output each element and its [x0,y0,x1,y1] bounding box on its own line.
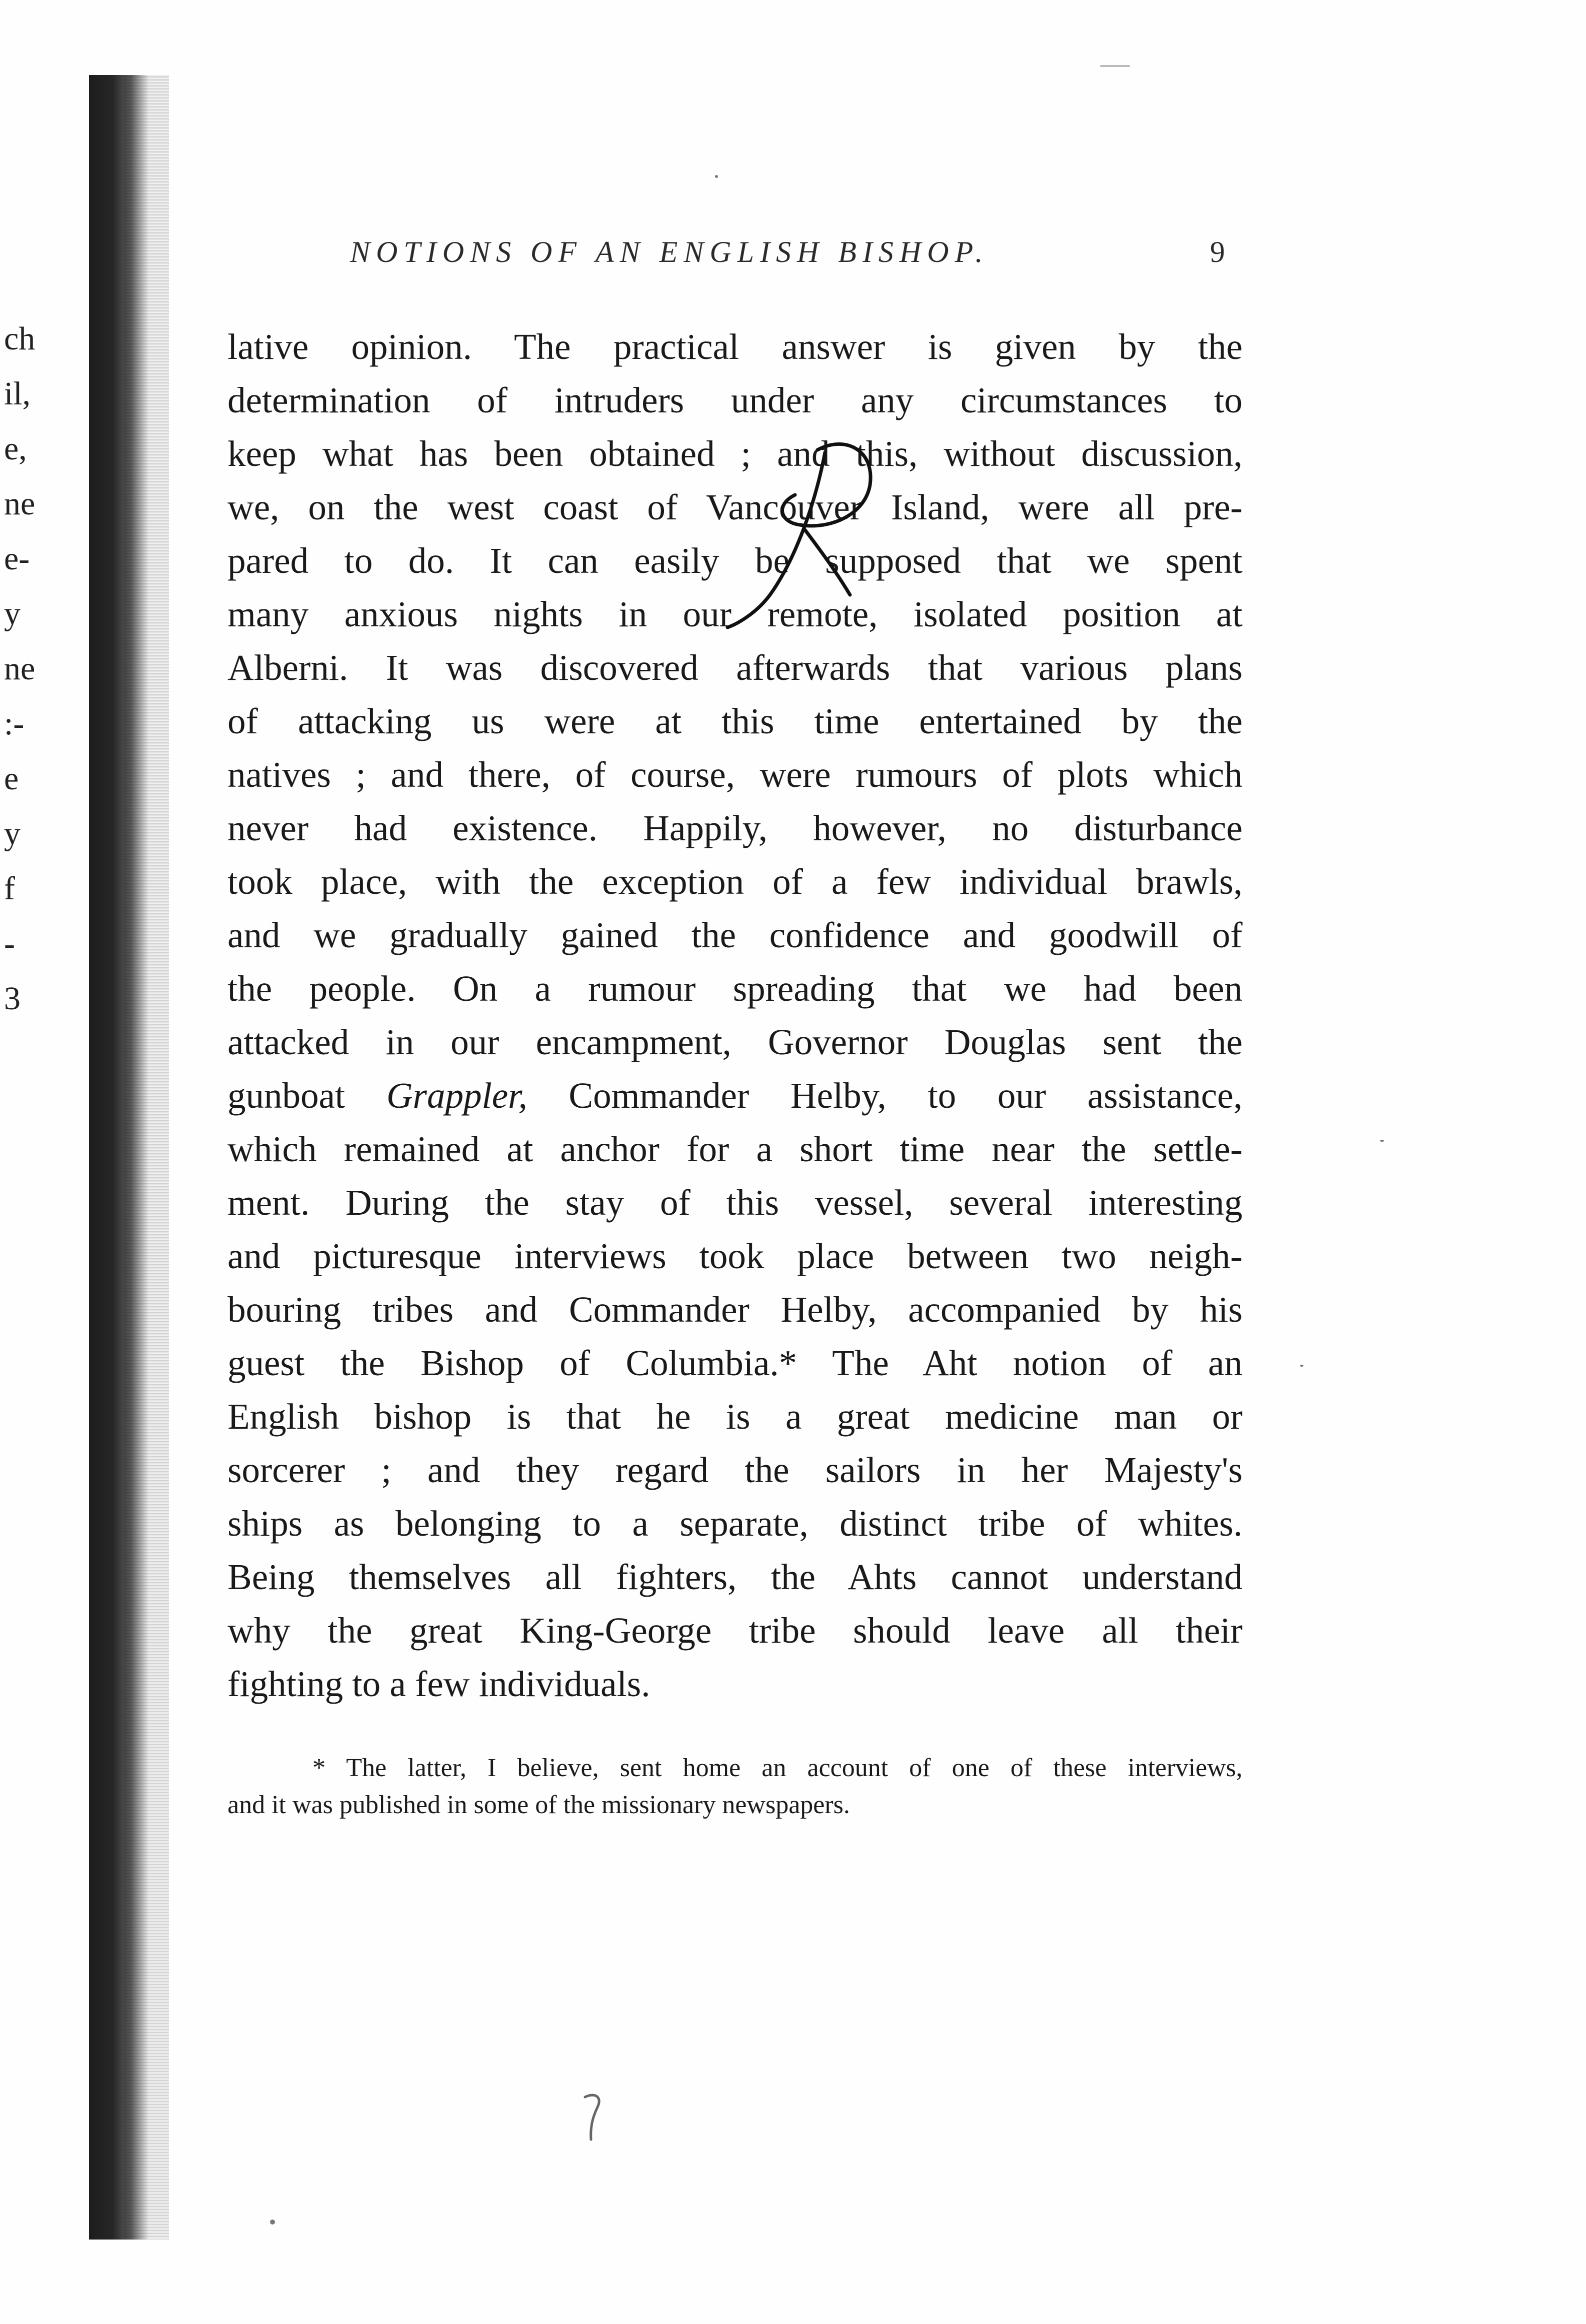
text-line: lative opinion. The practical answer is given by the [228,326,1242,367]
paper-speck [715,175,718,178]
margin-fragment: - [4,925,15,962]
text-line: we, on the west coast of Vancouver Island, were all pre- [228,487,1242,527]
text-line: sorcerer ; and they regard the sailors in her Majesty's [228,1450,1242,1490]
margin-fragment: y [4,595,20,632]
text-run: Commander Helby, to our assistance, [527,1075,1242,1116]
text-line: Being themselves all fighters, the Ahts cannot understand [228,1557,1242,1597]
ship-name: Grappler, [386,1075,528,1116]
page-number: 9 [1210,235,1225,268]
text-line: Alberni. It was discovered afterwards that various plans [228,647,1242,688]
margin-fragment: e- [4,540,30,577]
footnote-line: * The latter, I believe, sent home an account of one of these interviews, [312,1754,1242,1782]
text-line: ships as belonging to a separate, distinct tribe of whites. [228,1503,1242,1544]
text-line: bouring tribes and Commander Helby, accompanied by his [228,1289,1242,1330]
margin-fragment: :- [4,705,24,742]
text-line-grappler [228,1069,1242,1122]
margin-fragment: e, [4,430,27,467]
text-line: why the great King-George tribe should leave all their [228,1610,1242,1651]
text-run: gunboat [228,1075,386,1116]
margin-fragment: 3 [4,980,20,1017]
text-line: never had existence. Happily, however, no disturbance [228,808,1242,848]
text-line: and picturesque interviews took place between two neigh- [228,1236,1242,1276]
margin-fragment: il, [4,375,31,412]
handwritten-mark [725,430,885,640]
margin-fragment: y [4,815,20,852]
text-line: which remained at anchor for a short time near the settle- [228,1129,1242,1169]
footnote [228,1750,1242,1824]
margin-fragment: ne [4,485,36,522]
text-line: took place, with the exception of a few individual brawls, [228,861,1242,902]
text-line: and we gradually gained the confidence and goodwill of [228,915,1242,955]
pencil-mark [580,2090,610,2145]
text-line: many anxious nights in our remote, isolated position at [228,594,1242,634]
binding-shadow [89,75,149,2240]
text-line: English bishop is that he is a great medicine man or [228,1396,1242,1437]
text-line: the people. On a rumour spreading that we had been [228,968,1242,1009]
text-line: fighting to a few individuals. [228,1664,650,1704]
text-line: pared to do. It can easily be supposed that we spent [228,540,1242,581]
margin-fragment: f [4,870,15,907]
footnote-line: and it was published in some of the missionary newspapers. [228,1791,850,1819]
text-line: keep what has been obtained ; and this, without discussion, [228,433,1242,474]
text-line: attacked in our encampment, Governor Douglas sent the [228,1022,1242,1062]
paper-speck [1300,1365,1304,1367]
paper-speck [1380,1140,1384,1142]
margin-fragment: ch [4,320,36,357]
margin-fragment: ne [4,650,36,687]
paper-speck [1100,65,1130,67]
text-line: determination of intruders under any circumstances to [228,380,1242,420]
paper-speck [270,2220,275,2225]
running-head: NOTIONS OF AN ENGLISH BISHOP. [350,235,989,268]
text-line: of attacking us were at this time entertained by the [228,701,1242,741]
text-line: ment. During the stay of this vessel, several interesting [228,1182,1242,1223]
margin-fragment: e [4,760,19,797]
text-line: guest the Bishop of Columbia.* The Aht notion of an [228,1343,1242,1383]
text-line: natives ; and there, of course, were rumours of plots which [228,754,1242,795]
